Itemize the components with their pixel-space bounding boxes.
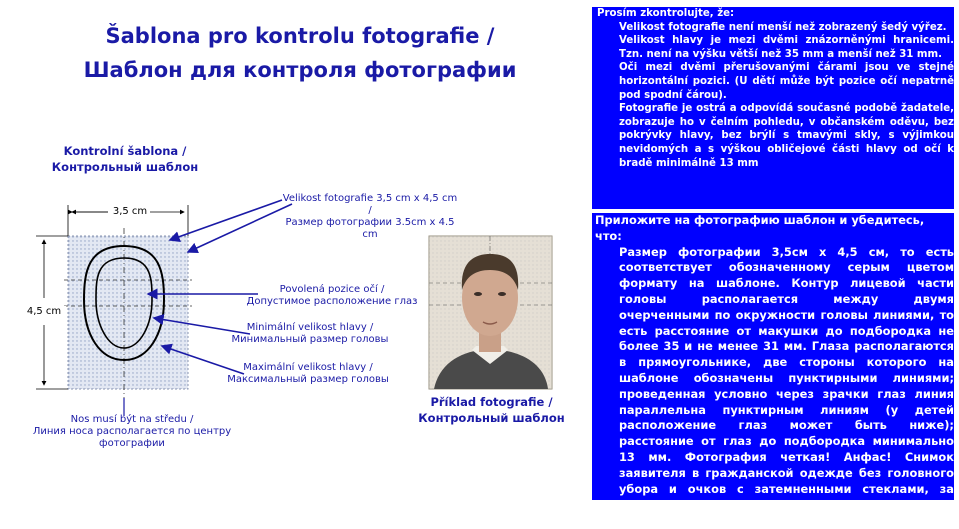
instructions-ru-box	[592, 213, 954, 528]
page-title-ru: Шаблон для контроля фотографии	[83, 58, 517, 82]
annotation-photo-size	[280, 193, 460, 241]
instruction-item: Oči mezi dvěmi přerušovanými čárami jsou ve stejné horizontální pozici. (U dětí může být pozice očí nepatrně pod spodní čárou).	[619, 62, 954, 101]
page-title-cz: Šablona pro kontrolu fotografie /	[105, 24, 495, 48]
annotation-photo-size-ru: Размер фотографии 3.5cm x 4.5 cm	[285, 217, 455, 240]
template-label-ru: Контрольный шаблон	[51, 160, 199, 174]
annotation-nose-center	[0, 414, 264, 450]
width-dimension: 3,5 cm	[112, 206, 148, 217]
annotation-eye-position-cz: Povolená pozice očí /	[279, 284, 385, 295]
annotation-max-head-ru: Максимальный размер головы	[227, 374, 389, 385]
instructions-cz-heading: Prosím zkontrolujte, že:	[597, 8, 735, 19]
annotation-min-head-ru: Минимальный размер головы	[231, 334, 389, 345]
annotation-min-head	[228, 322, 392, 346]
instruction-item: Velikost hlavy je mezi dvěmi znázorněnými hranicemi. Tzn. není na výšku větší než 35 mm a menší než 31 mm.	[619, 35, 954, 60]
height-dimension: 4,5 cm	[22, 306, 66, 318]
annotation-nose-center-cz: Nos musí být na středu /	[70, 414, 194, 425]
annotation-max-head-cz: Maximální velikost hlavy /	[243, 362, 373, 373]
annotation-max-head	[224, 362, 392, 386]
annotation-photo-size-cz: Velikost fotografie 3,5 cm x 4,5 cm /	[282, 193, 458, 216]
annotation-min-head-cz: Minimální velikost hlavy /	[246, 322, 374, 333]
annotation-nose-center-ru: Линия носа располагается по центру фотографии	[32, 426, 232, 449]
example-photo	[429, 236, 552, 389]
annotation-eye-position-ru: Допустимое расположение глаз	[246, 296, 418, 307]
instructions-ru-body: Размер фотографии 3,5см х 4,5 см, то есть соответствует обозначенному серым цветом формату на шаблоне. Контур лицевой части головы располагается между двумя очерченными по окружности головы линиями, то есть расстояние от макушки до подбородка не более 35 и не менее 31 мм. Глаза располагаются в прямоугольнике, две стороны которого на шаблоне обозначены пунктирными линиями; проведенная условно через зрачки глаз линия параллельна пунктирным линиям (у детей расположение глаз может быть ниже); расстояние от глаз до подбородка минимально 13 мм. Фотография четкая! Анфас! Снимок заявителя в гражданской одежде без головного убора и очков с затемненными стеклами, за исключением незрячих, соответствует его современному внешнему виду.	[619, 244, 954, 528]
instruction-item: Fotografie je ostrá a odpovídá současné podobě žadatele, zobrazuje ho v čelním pohledu, v občanském oděvu, bez pokrývky hlavy, bez brýlí s tmavými skly, s výjimkou nevidomých a s výškou obličejové části hlavy od očí k bradě minimálně 13 mm	[619, 103, 954, 169]
instruction-item: Velikost fotografie není menší než zobrazený šedý výřez.	[619, 21, 947, 33]
example-photo-caption	[404, 394, 579, 426]
example-photo-caption-ru: Контрольный шаблон	[418, 411, 565, 425]
annotation-eye-position	[240, 284, 424, 308]
instructions-ru-heading: Приложите на фотографию шаблон и убедитесь, что:	[595, 213, 925, 243]
instructions-cz-box	[592, 7, 954, 209]
template-label-cz: Kontrolní šablona /	[63, 144, 187, 158]
example-photo-caption-cz: Příklad fotografie /	[430, 395, 553, 409]
